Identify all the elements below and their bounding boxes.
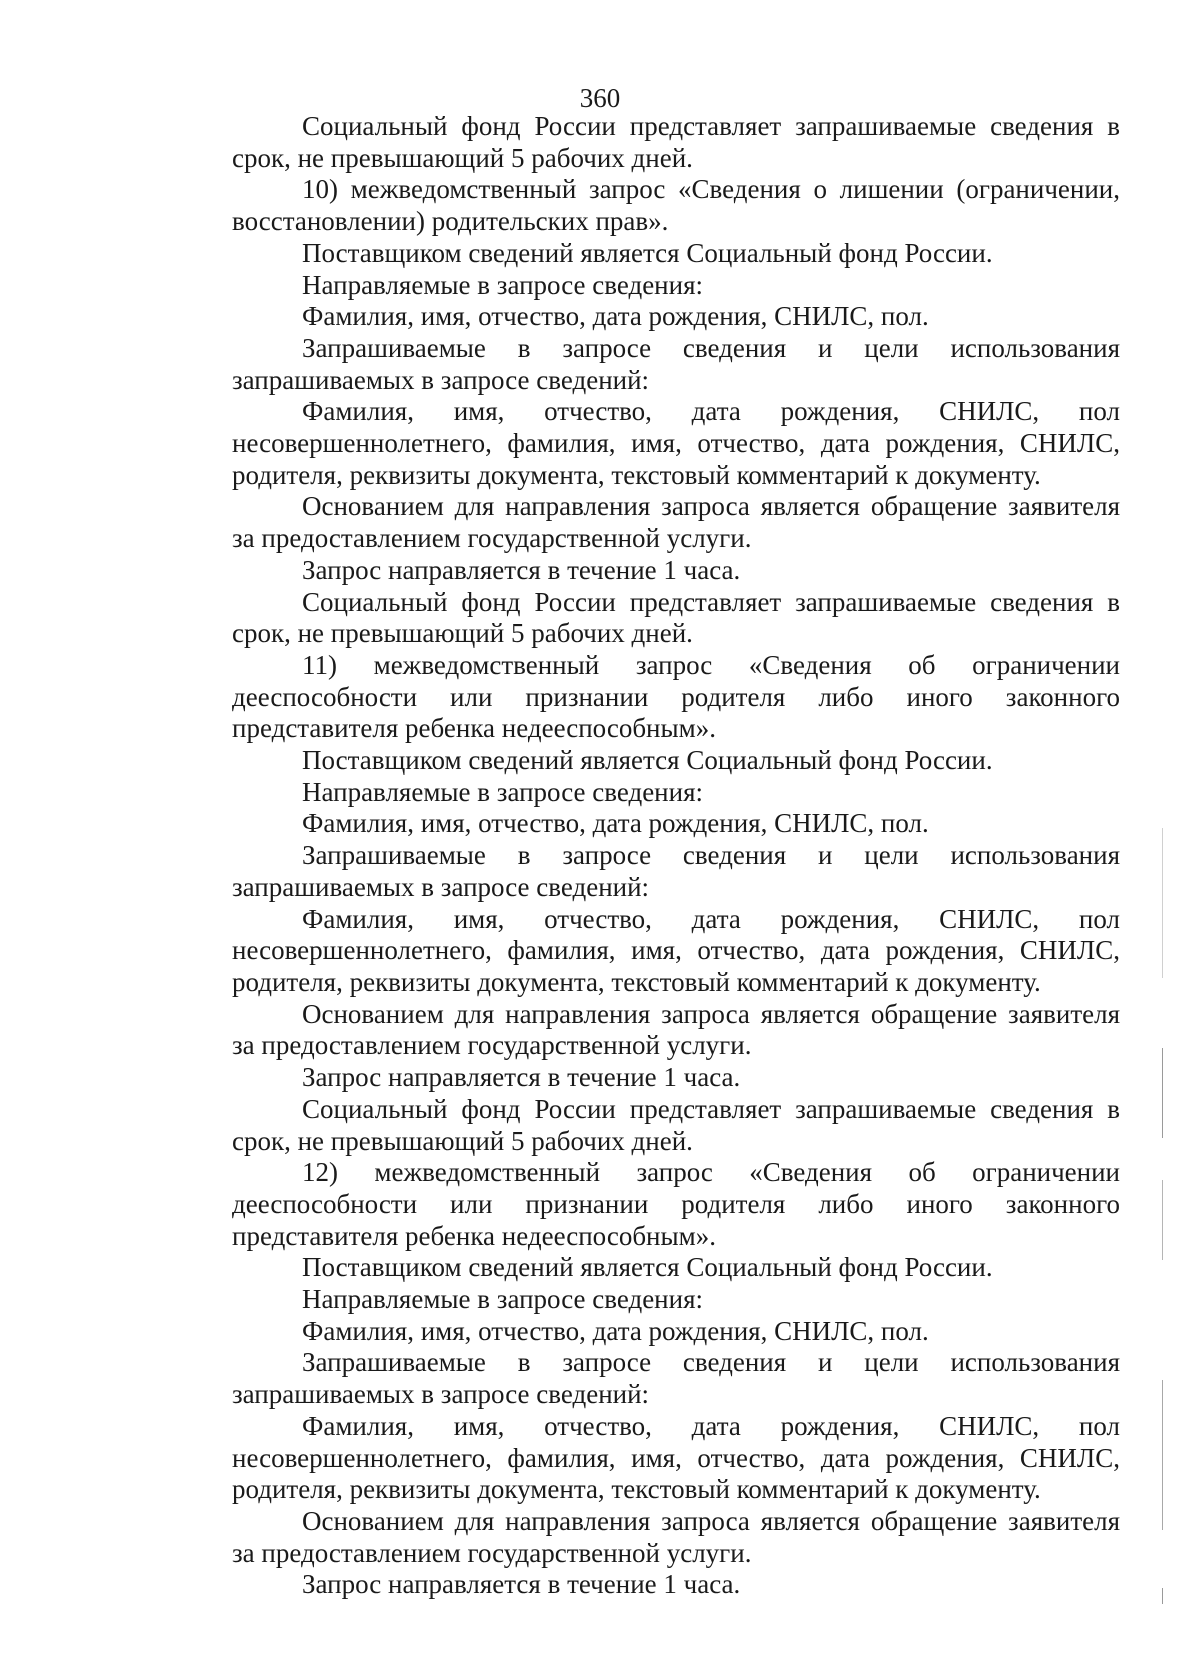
paragraph: Поставщиком сведений является Социальный фонд России. bbox=[302, 745, 993, 776]
paragraph: 12) межведомственный запрос «Сведения об ограничении дееспособности или признании родителя либо иного законного представителя ребенка недееспособным». bbox=[232, 1157, 1120, 1251]
paragraph: 11) межведомственный запрос «Сведения об ограничении дееспособности или признании родителя либо иного законного представителя ребенка недееспособным». bbox=[232, 649, 1120, 744]
paragraph: Фамилия, имя, отчество, дата рождения, СНИЛС, пол. bbox=[302, 301, 929, 332]
paragraph: Основанием для направления запроса является обращение заявителя за предоставлением государственной услуги. bbox=[232, 1505, 1120, 1568]
paragraph: Фамилия, имя, отчество, дата рождения, СНИЛС, пол. bbox=[302, 808, 929, 839]
paragraph: Фамилия, имя, отчество, дата рождения, СНИЛС, пол несовершеннолетнего, фамилия, имя, отчество, дата рождения, СНИЛС, родителя, реквизиты документа, текстовый комментарий к документу. bbox=[232, 1410, 1120, 1505]
paragraph: Социальный фонд России представляет запрашиваемые сведения в срок, не превышающий 5 рабочих дней. bbox=[232, 1093, 1120, 1156]
paragraph: Запрашиваемые в запросе сведения и цели использования запрашиваемых в запросе сведений: bbox=[232, 840, 1120, 902]
paragraph: Фамилия, имя, отчество, дата рождения, СНИЛС, пол несовершеннолетнего, фамилия, имя, отчество, дата рождения, СНИЛС, родителя, реквизиты документа, текстовый комментарий к документу. bbox=[232, 903, 1120, 997]
scan-artifact bbox=[1162, 1048, 1163, 1138]
paragraph: Запрос направляется в течение 1 часа. bbox=[302, 554, 741, 585]
paragraph: Запрос направляется в течение 1 часа. bbox=[302, 1062, 741, 1093]
scan-artifact bbox=[1162, 1180, 1163, 1260]
paragraph: Направляемые в запросе сведения: bbox=[302, 1284, 703, 1315]
scan-artifact bbox=[1162, 1588, 1163, 1604]
paragraph: 10) межведомственный запрос «Сведения о лишении (ограничении, восстановлении) родительских прав». bbox=[232, 174, 1120, 237]
document-body bbox=[232, 111, 1120, 1601]
paragraph: Запрашиваемые в запросе сведения и цели использования запрашиваемых в запросе сведений: bbox=[232, 332, 1120, 395]
paragraph: Фамилия, имя, отчество, дата рождения, СНИЛС, пол. bbox=[302, 1315, 929, 1346]
paragraph: Основанием для направления запроса является обращение заявителя за предоставлением государственной услуги. bbox=[232, 491, 1120, 554]
paragraph: Социальный фонд России представляет запрашиваемые сведения в срок, не превышающий 5 рабочих дней. bbox=[232, 586, 1120, 649]
paragraph: Направляемые в запросе сведения: bbox=[302, 269, 703, 300]
paragraph: Запрос направляется в течение 1 часа. bbox=[302, 1569, 741, 1600]
paragraph: Запрашиваемые в запросе сведения и цели использования запрашиваемых в запросе сведений: bbox=[232, 1347, 1120, 1410]
scan-artifact bbox=[1162, 828, 1163, 978]
paragraph: Социальный фонд России представляет запрашиваемые сведения в срок, не превышающий 5 рабочих дней. bbox=[232, 111, 1120, 173]
paragraph: Фамилия, имя, отчество, дата рождения, СНИЛС, пол несовершеннолетнего, фамилия, имя, отчество, дата рождения, СНИЛС, родителя, реквизиты документа, текстовый комментарий к документу. bbox=[232, 396, 1120, 490]
paragraph: Основанием для направления запроса является обращение заявителя за предоставлением государственной услуги. bbox=[232, 998, 1120, 1061]
scan-artifact bbox=[1162, 1380, 1163, 1530]
paragraph: Поставщиком сведений является Социальный фонд России. bbox=[302, 237, 993, 268]
paragraph: Направляемые в запросе сведения: bbox=[302, 776, 703, 807]
page-number: 360 bbox=[579, 83, 621, 113]
paragraph: Поставщиком сведений является Социальный фонд России. bbox=[302, 1252, 993, 1283]
